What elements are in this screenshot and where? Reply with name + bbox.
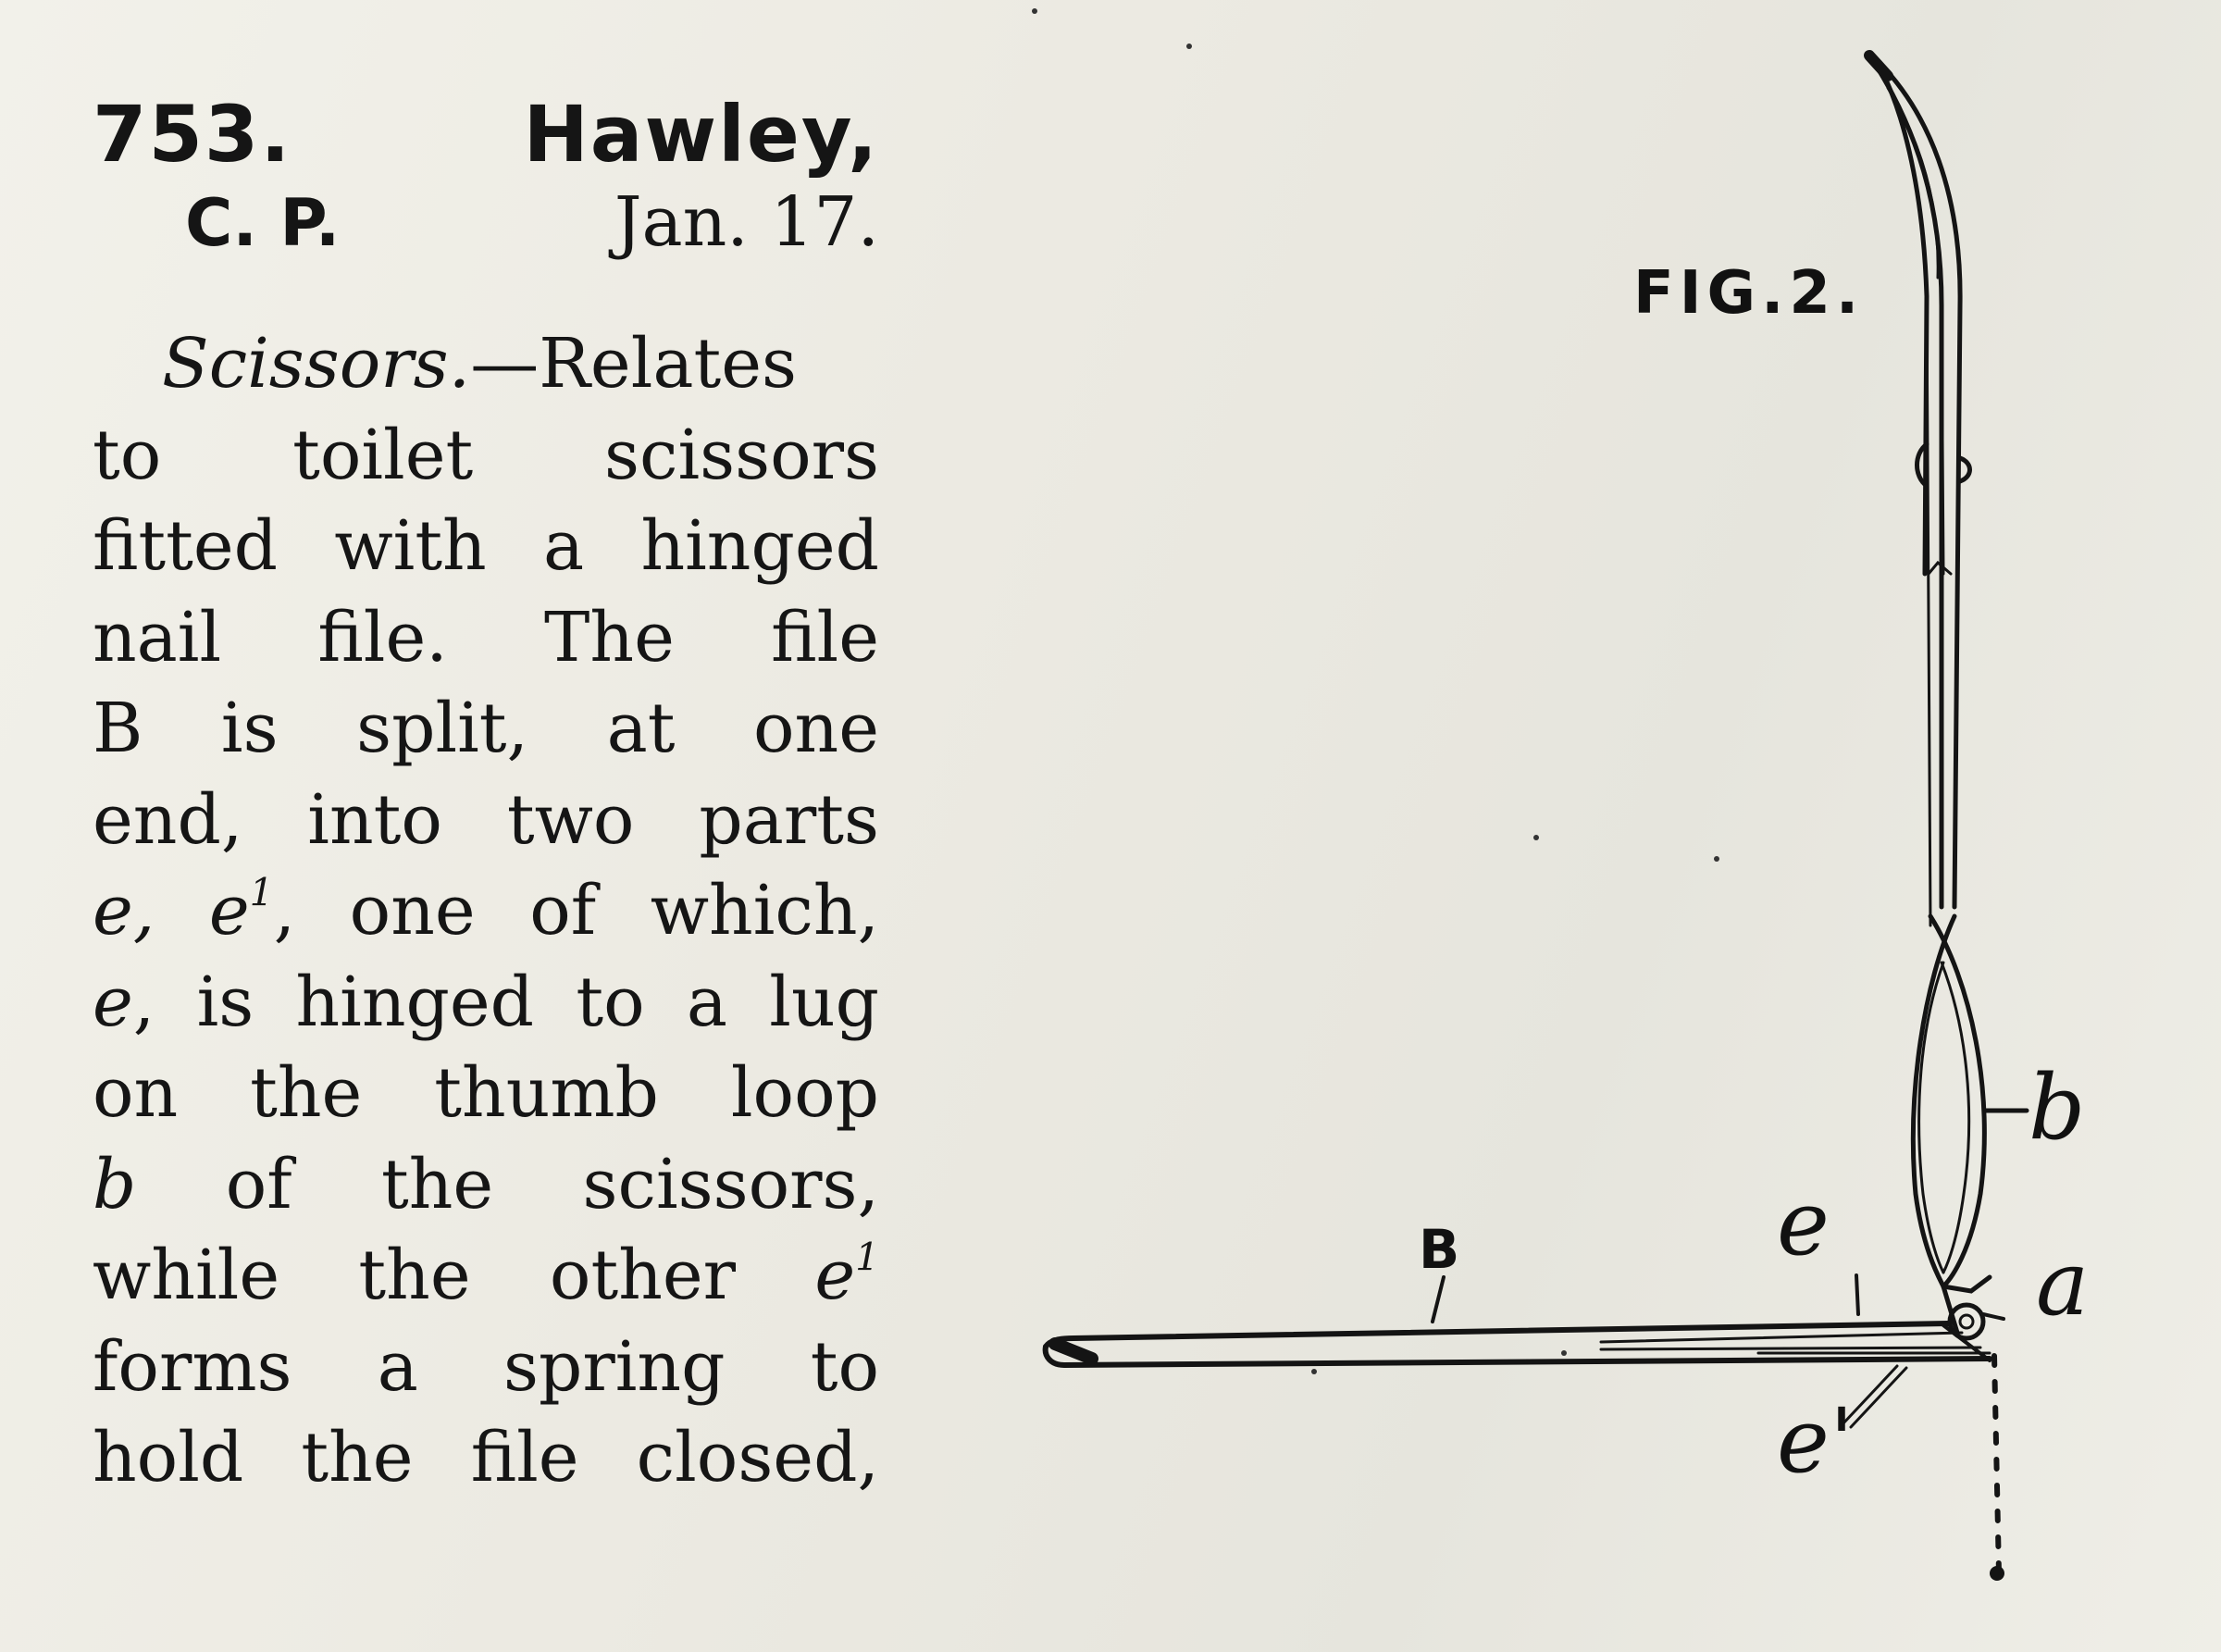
figure-title: FIG.2. <box>1633 259 1865 328</box>
superscript: 1 <box>855 1235 879 1280</box>
label-B: B <box>1419 1218 1460 1281</box>
print-specks <box>1032 8 1719 1374</box>
text-line: hold the file closed, <box>93 1418 879 1497</box>
text-line: fitted with a hinged <box>93 506 879 586</box>
text-line: nail file. The file <box>93 597 879 677</box>
text-span: b <box>93 1144 137 1224</box>
label-e: e <box>1777 1172 1830 1275</box>
text-line: forms a spring to <box>93 1326 879 1407</box>
patentee-name: Hawley, <box>523 89 879 180</box>
patent-date: Jan. 17. <box>614 182 879 262</box>
entry-number: 753. <box>93 89 292 180</box>
text-span: , is hinged to a lug <box>132 962 879 1042</box>
text-line: to toilet scissors <box>93 415 879 495</box>
text-line: B is split, at one <box>93 689 879 768</box>
text-line: end, into two parts <box>93 779 879 860</box>
text-span: e <box>93 962 133 1042</box>
superscript: 1 <box>249 870 274 915</box>
text-span: while the other <box>93 1236 815 1315</box>
text-span: —Relates <box>470 324 797 404</box>
label-b: b <box>2029 1056 2086 1160</box>
text-span: e, e <box>93 871 250 950</box>
text-span: of the scissors, <box>136 1144 879 1224</box>
subject-title: Scissors. <box>162 324 471 404</box>
patentee-initials: C. P. <box>185 185 341 261</box>
label-a: a <box>2036 1232 2090 1335</box>
text-span: , one of which, <box>273 871 879 950</box>
text-span: e <box>814 1236 856 1315</box>
label-e1: e' <box>1777 1389 1855 1493</box>
text-line: on the thumb loop <box>93 1053 879 1133</box>
